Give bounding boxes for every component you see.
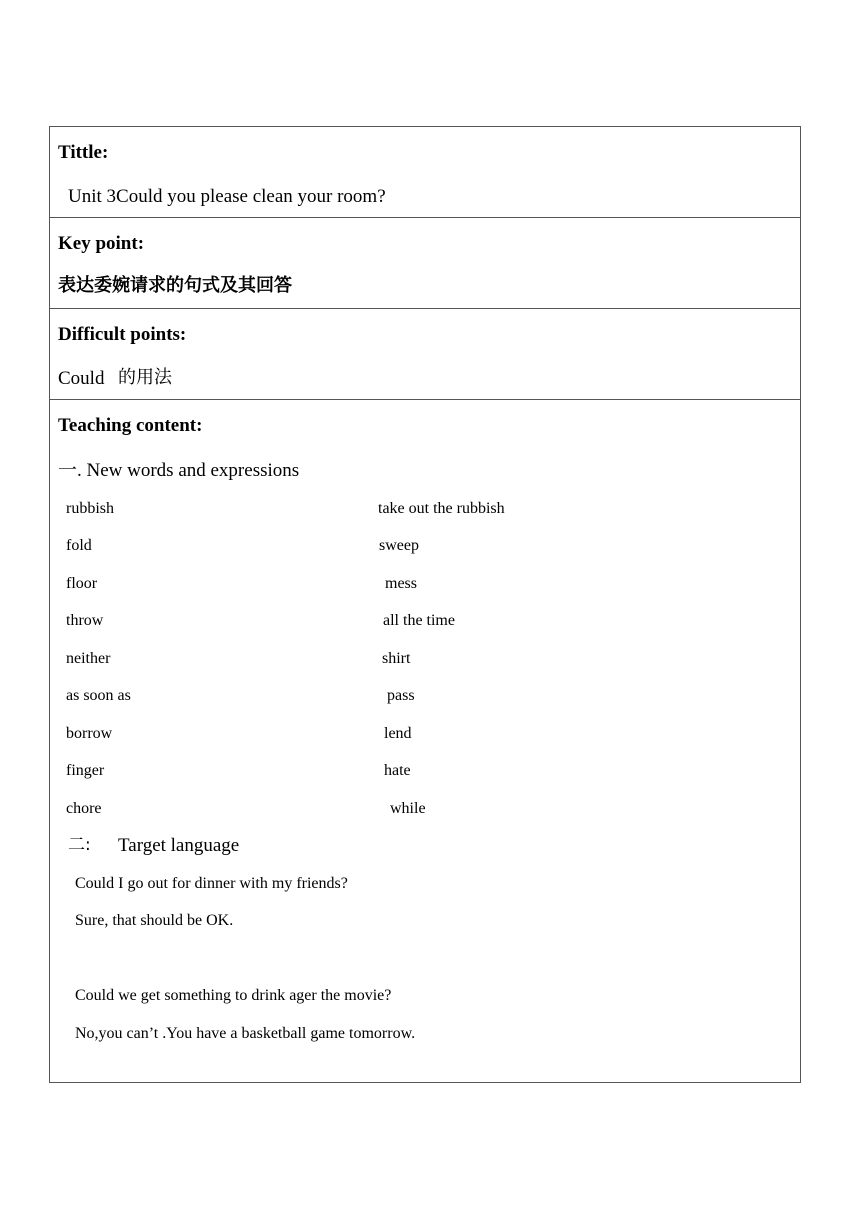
part1-heading: 一. New words and expressions [58,460,300,481]
key-point-row [50,218,800,309]
difficult-points-value-en: Could [58,368,105,389]
part2-marker: 二: [68,835,91,855]
teaching-content-row [50,400,800,1082]
word-left: chore [66,800,102,817]
word-left: neither [66,650,111,667]
word-left: throw [66,612,104,629]
word-right: while [390,800,426,817]
example-sentence: Sure, that should be OK. [75,912,234,929]
example-sentence: No,you can’t .You have a basketball game tomorrow. [75,1025,416,1042]
key-point-value: 表达委婉请求的句式及其回答 [58,275,292,296]
word-left: floor [66,575,98,592]
word-right: pass [387,687,415,704]
title-row [50,127,800,218]
word-left: fold [66,537,92,554]
part2-heading: Target language [118,835,240,856]
word-right: mess [385,575,417,592]
word-left: as soon as [66,687,131,704]
lesson-plan-table [49,126,801,1083]
key-point-label: Key point: [58,233,145,254]
example-sentence: Could I go out for dinner with my friends? [75,875,348,892]
word-right: take out the rubbish [378,500,505,517]
title-value: Unit 3Could you please clean your room? [68,186,386,207]
difficult-points-value-cn: 的用法 [118,367,172,388]
example-sentence: Could we get something to drink ager the movie? [75,987,392,1004]
difficult-points-label: Difficult points: [58,324,187,345]
teaching-content-label: Teaching content: [58,415,203,436]
word-left: borrow [66,725,113,742]
word-right: shirt [382,650,411,667]
word-right: hate [384,762,411,779]
word-right: all the time [383,612,455,629]
word-right: lend [384,725,412,742]
word-right: sweep [379,537,419,554]
difficult-points-row [50,309,800,400]
word-left: finger [66,762,105,779]
word-left: rubbish [66,500,114,517]
title-label: Tittle: [58,142,109,163]
